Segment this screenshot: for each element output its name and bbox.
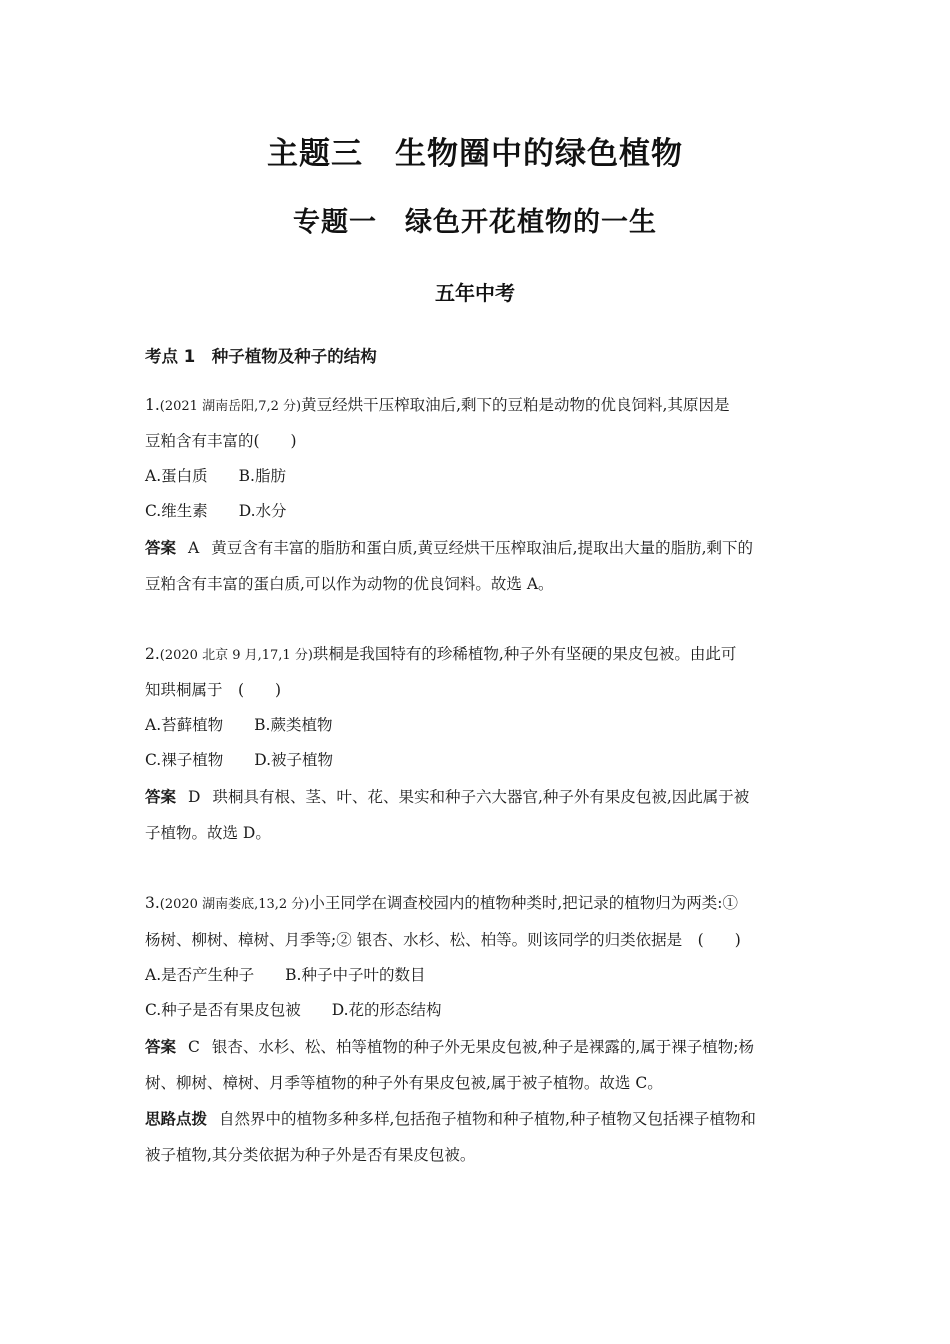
- q3-options-cd: C.种子是否有果皮包被 D.花的形态结构: [145, 1001, 442, 1019]
- q3-number: 3.: [145, 894, 160, 912]
- q1-answer: [145, 537, 825, 559]
- q2-options-ab: A.苔藓植物 B.蕨类植物: [145, 716, 333, 734]
- q1-answer-label: 答案: [145, 539, 177, 557]
- section-heading: 五年中考: [435, 281, 515, 305]
- q1-explanation-line1: 黄豆含有丰富的脂肪和蛋白质,黄豆经烘干压榨取油后,提取出大量的脂肪,剩下的: [211, 539, 754, 557]
- q3-explanation-line2: 树、柳树、樟树、月季等植物的种子外有果皮包被,属于被子植物。故选 C。: [145, 1074, 663, 1092]
- q1-options-ab: A.蛋白质 B.脂肪: [145, 467, 286, 485]
- q3-tip-line1: 自然界中的植物多种多样,包括孢子植物和种子植物,种子植物又包括裸子植物和: [219, 1110, 756, 1128]
- q1-explanation-line2: 豆粕含有丰富的蛋白质,可以作为动物的优良饲料。故选 A。: [145, 575, 554, 593]
- q1-number: 1.: [145, 396, 160, 414]
- q2-answer-label: 答案: [145, 788, 177, 806]
- q3-stem-line2: 杨树、柳树、樟树、月季等;② 银杏、水杉、松、柏等。则该同学的归类依据是 ( ): [145, 931, 741, 949]
- q2-source: (2020 北京 9 月,17,1 分): [159, 648, 313, 663]
- q2-explanation-line2: 子植物。故选 D。: [145, 824, 271, 842]
- q1-stem-line1: 黄豆经烘干压榨取油后,剩下的豆粕是动物的优良饲料,其原因是: [301, 396, 730, 414]
- q3-stem-line1: 小王同学在调查校园内的植物种类时,把记录的植物归为两类:①: [309, 894, 739, 912]
- q2-answer-letter: D: [188, 788, 201, 806]
- topic-subtitle: 专题一 绿色开花植物的一生: [293, 207, 657, 238]
- q3-answer-letter: C: [188, 1038, 200, 1056]
- q2-stem: [145, 643, 825, 667]
- q2-options-cd: C.裸子植物 D.被子植物: [145, 751, 334, 769]
- q3-stem: [145, 892, 825, 916]
- q2-number: 2.: [145, 645, 160, 663]
- q1-source: (2021 湖南岳阳,7,2 分): [159, 399, 302, 414]
- q3-source: (2020 湖南娄底,13,2 分): [159, 897, 310, 912]
- q2-stem-line1: 珙桐是我国特有的珍稀植物,种子外有坚硬的果皮包被。由此可: [312, 645, 737, 663]
- q3-tip: [145, 1108, 825, 1130]
- q3-tip-label: 思路点拨: [145, 1110, 208, 1128]
- q2-explanation-line1: 珙桐具有根、茎、叶、花、果实和种子六大器官,种子外有果皮包被,因此属于被: [212, 788, 750, 806]
- q3-answer: [145, 1036, 825, 1058]
- theme-title: 主题三 生物圈中的绿色植物: [267, 136, 683, 172]
- q1-answer-letter: A: [188, 539, 200, 557]
- q1-stem-line2: 豆粕含有丰富的( ): [145, 432, 297, 450]
- q1-options-cd: C.维生素 D.水分: [145, 502, 287, 520]
- q3-tip-line2: 被子植物,其分类依据为种子外是否有果皮包被。: [145, 1146, 476, 1164]
- q3-explanation-line1: 银杏、水杉、松、柏等植物的种子外无果皮包被,种子是裸露的,属于裸子植物;杨: [211, 1038, 754, 1056]
- q1-stem: [145, 394, 825, 418]
- exam-point-heading: 考点 1 种子植物及种子的结构: [145, 347, 377, 366]
- q2-stem-line2: 知珙桐属于 ( ): [145, 681, 282, 699]
- q3-answer-label: 答案: [145, 1038, 177, 1056]
- q3-options-ab: A.是否产生种子 B.种子中子叶的数目: [145, 966, 426, 984]
- q2-answer: [145, 786, 825, 808]
